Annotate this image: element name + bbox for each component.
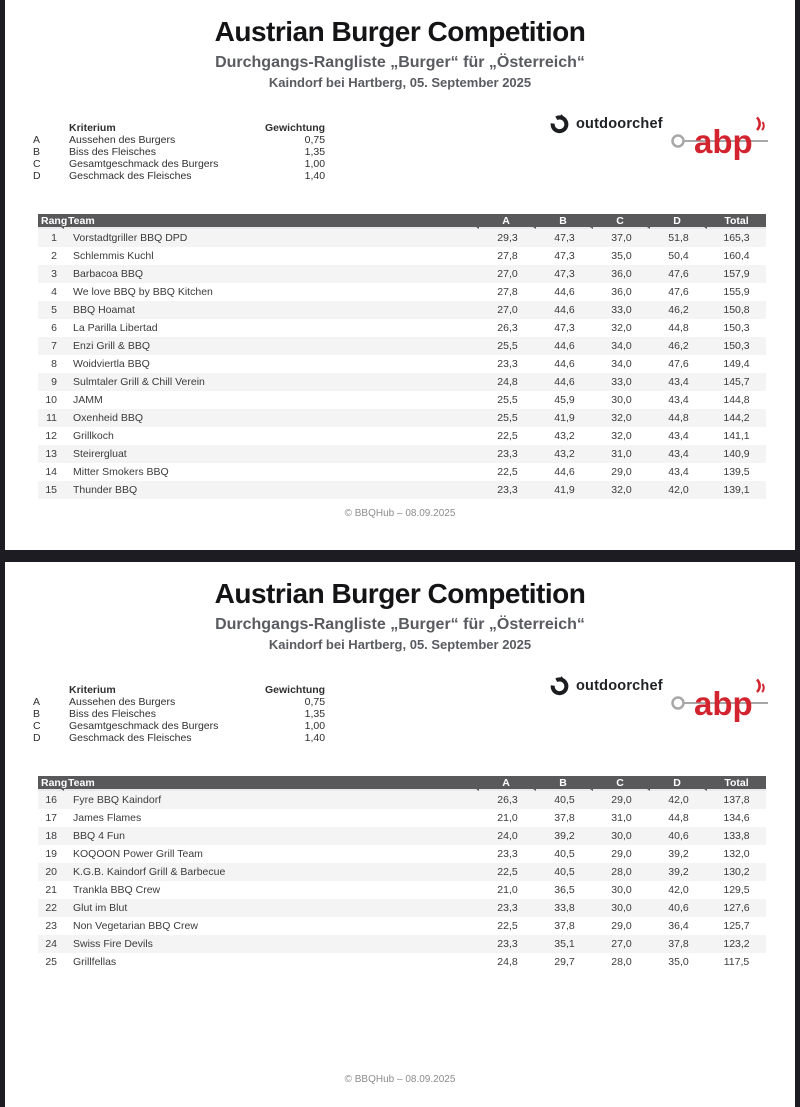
cell: 130,2 bbox=[707, 863, 766, 881]
cell: 23,3 bbox=[479, 445, 536, 463]
criteria-row bbox=[33, 134, 325, 146]
cell: 11 bbox=[38, 409, 64, 427]
cell: 17 bbox=[45, 812, 57, 824]
ranking-row bbox=[38, 265, 766, 283]
cell: 47,3 bbox=[554, 250, 575, 262]
cell: 43,2 bbox=[554, 430, 575, 442]
cell: 46,2 bbox=[650, 301, 707, 319]
cell: 125,7 bbox=[723, 920, 750, 932]
cell: 160,4 bbox=[723, 250, 750, 262]
cell: 5 bbox=[38, 301, 64, 319]
cell: 21 bbox=[45, 884, 57, 896]
cell: 0,75 bbox=[304, 696, 326, 708]
cell: 32,0 bbox=[593, 481, 650, 499]
cell: 23,3 bbox=[479, 481, 536, 499]
cell: 37,8 bbox=[554, 920, 575, 932]
cell: 41,9 bbox=[536, 409, 593, 427]
cell: 1,00 bbox=[304, 158, 326, 170]
cell: 133,8 bbox=[707, 827, 766, 845]
cell: 29,0 bbox=[611, 466, 632, 478]
outdoorchef-logo bbox=[549, 675, 663, 696]
cell: 10 bbox=[45, 394, 57, 406]
cell: 30,0 bbox=[611, 884, 632, 896]
column-header bbox=[33, 122, 69, 134]
cell: 36,5 bbox=[554, 884, 575, 896]
column-header bbox=[33, 684, 69, 696]
cell: 50,4 bbox=[668, 250, 689, 262]
cell: 141,1 bbox=[723, 430, 750, 442]
cell: Gesamtgeschmack des Burgers bbox=[69, 158, 219, 170]
criteria-row bbox=[33, 720, 325, 732]
cell: 28,0 bbox=[611, 956, 632, 968]
cell: 29,7 bbox=[554, 956, 575, 968]
cell: 39,2 bbox=[668, 848, 689, 860]
abp-logo bbox=[669, 678, 771, 724]
cell: 134,6 bbox=[723, 812, 750, 824]
cell: Grillkoch bbox=[73, 430, 114, 442]
cell: Woidviertla BBQ bbox=[73, 358, 150, 370]
column-header: A bbox=[479, 214, 536, 229]
cell: A bbox=[33, 134, 41, 146]
cell: 4 bbox=[51, 286, 57, 298]
cell: 9 bbox=[38, 373, 64, 391]
cell: La Parilla Libertad bbox=[73, 322, 158, 334]
cell: 43,4 bbox=[668, 466, 689, 478]
cell: 42,0 bbox=[650, 791, 707, 809]
document-page-2 bbox=[5, 562, 795, 1107]
criteria-row bbox=[33, 158, 325, 170]
ranking-header-row bbox=[38, 214, 766, 229]
cell: 44,6 bbox=[536, 337, 593, 355]
ranking-row bbox=[38, 373, 766, 391]
abp-wordmark: abp bbox=[694, 685, 753, 722]
cell: 36,4 bbox=[668, 920, 689, 932]
column-header: D bbox=[650, 776, 707, 791]
event-dateline: Kaindorf bei Hartberg, 05. September 2025 bbox=[268, 637, 532, 652]
cell: 23 bbox=[45, 920, 57, 932]
cell: 123,2 bbox=[707, 935, 766, 953]
criteria-row bbox=[33, 696, 325, 708]
cell: 150,3 bbox=[723, 322, 750, 334]
ranking-row bbox=[38, 845, 766, 863]
page-title: Austrian Burger Competition bbox=[214, 16, 586, 47]
cell: 117,5 bbox=[723, 956, 750, 968]
cell: 43,4 bbox=[650, 373, 707, 391]
cell: 40,6 bbox=[650, 827, 707, 845]
cell: Enzi Grill & BBQ bbox=[64, 337, 479, 355]
cell: 34,0 bbox=[611, 358, 632, 370]
cell: 51,8 bbox=[650, 229, 707, 247]
criteria-row bbox=[33, 708, 325, 720]
cell: 37,8 bbox=[554, 812, 575, 824]
criteria-row bbox=[33, 732, 325, 744]
cell: 25 bbox=[45, 956, 57, 968]
cell: 43,4 bbox=[668, 394, 689, 406]
sponsor-logos bbox=[549, 666, 771, 728]
cell: C bbox=[33, 158, 41, 170]
criteria-row bbox=[33, 170, 325, 182]
criteria-table bbox=[33, 684, 325, 744]
column-header: B bbox=[536, 776, 593, 791]
cell: 7 bbox=[38, 337, 64, 355]
ranking-row bbox=[38, 953, 766, 971]
cell: 24,8 bbox=[479, 373, 536, 391]
cell: 33,0 bbox=[593, 301, 650, 319]
cell: 35,1 bbox=[536, 935, 593, 953]
cell: 139,5 bbox=[723, 466, 750, 478]
cell: 44,8 bbox=[668, 812, 689, 824]
cell: 8 bbox=[51, 358, 57, 370]
cell: B bbox=[33, 708, 41, 720]
cell: 1 bbox=[38, 229, 64, 247]
column-header: Total bbox=[707, 776, 766, 791]
cell: 29,0 bbox=[593, 791, 650, 809]
cell: 45,9 bbox=[554, 394, 575, 406]
cell: 1,40 bbox=[304, 732, 326, 744]
cell: Gesamtgeschmack des Burgers bbox=[69, 720, 219, 732]
cell: 30,0 bbox=[611, 394, 632, 406]
ranking-row bbox=[38, 481, 766, 499]
cell: D bbox=[33, 170, 41, 182]
cell: 47,6 bbox=[650, 265, 707, 283]
cell: 43,2 bbox=[536, 445, 593, 463]
ranking-row bbox=[38, 863, 766, 881]
cell: 32,0 bbox=[593, 409, 650, 427]
cell: BBQ 4 Fun bbox=[64, 827, 479, 845]
cell: 39,2 bbox=[650, 863, 707, 881]
column-header: C bbox=[593, 214, 650, 229]
cell: 140,9 bbox=[707, 445, 766, 463]
cell: 145,7 bbox=[707, 373, 766, 391]
ranking-row bbox=[38, 463, 766, 481]
ranking-row bbox=[38, 301, 766, 319]
cell: 27,8 bbox=[497, 286, 518, 298]
cell: 32,0 bbox=[611, 430, 632, 442]
cell: 40,5 bbox=[554, 848, 575, 860]
column-header: B bbox=[536, 214, 593, 229]
cell: 34,0 bbox=[593, 337, 650, 355]
cell: 1,40 bbox=[304, 170, 326, 182]
flame-icon bbox=[757, 118, 760, 131]
cell: Biss des Fleisches bbox=[69, 146, 156, 158]
cell: 127,6 bbox=[707, 899, 766, 917]
cell: 44,8 bbox=[650, 409, 707, 427]
cell: 46,2 bbox=[650, 337, 707, 355]
cell: Aussehen des Burgers bbox=[69, 696, 176, 708]
cell: 47,6 bbox=[668, 286, 689, 298]
cell: 43,4 bbox=[650, 445, 707, 463]
event-dateline: Kaindorf bei Hartberg, 05. September 2025 bbox=[268, 75, 532, 90]
cell: Barbacoa BBQ bbox=[64, 265, 479, 283]
page-subtitle: Durchgangs-Rangliste „Burger“ für „Österreich“ bbox=[215, 54, 585, 71]
cell: D bbox=[33, 732, 41, 744]
cell: 132,0 bbox=[723, 848, 750, 860]
abp-logo bbox=[669, 116, 771, 162]
cell: 39,2 bbox=[536, 827, 593, 845]
cell: Non Vegetarian BBQ Crew bbox=[73, 920, 198, 932]
criteria-header-row bbox=[33, 122, 325, 134]
cell: 44,6 bbox=[536, 301, 593, 319]
cell: 37,8 bbox=[650, 935, 707, 953]
cell: 35,0 bbox=[611, 250, 632, 262]
cell: 27,8 bbox=[497, 250, 518, 262]
outdoorchef-wordmark: outdoorchef bbox=[576, 677, 663, 694]
cell: 20 bbox=[38, 863, 64, 881]
cell: A bbox=[33, 696, 41, 708]
cell: 150,3 bbox=[707, 337, 766, 355]
cell: 27,0 bbox=[479, 301, 536, 319]
cell: Geschmack des Fleisches bbox=[69, 732, 192, 744]
criteria-table bbox=[33, 122, 325, 182]
cell: 1,35 bbox=[304, 708, 326, 720]
cell: 44,6 bbox=[554, 466, 575, 478]
cell: 29,0 bbox=[611, 920, 632, 932]
cell: 22,5 bbox=[497, 430, 518, 442]
cell: 139,1 bbox=[707, 481, 766, 499]
cell: C bbox=[33, 720, 41, 732]
cell: Oxenheid BBQ bbox=[64, 409, 479, 427]
cell: 149,4 bbox=[723, 358, 750, 370]
ranking-row bbox=[38, 917, 766, 935]
cell: 165,3 bbox=[707, 229, 766, 247]
cell: 25,5 bbox=[479, 337, 536, 355]
cell: 28,0 bbox=[593, 863, 650, 881]
cell: 29,3 bbox=[479, 229, 536, 247]
cell: BBQ Hoamat bbox=[64, 301, 479, 319]
cell: 24,8 bbox=[497, 956, 518, 968]
column-header: Team bbox=[64, 214, 479, 229]
cell: 33,8 bbox=[536, 899, 593, 917]
column-header: Kriterium bbox=[69, 122, 116, 134]
cell: JAMM bbox=[73, 394, 103, 406]
cell: 30,0 bbox=[593, 827, 650, 845]
cell: Biss des Fleisches bbox=[69, 708, 156, 720]
cell: 14 bbox=[45, 466, 57, 478]
ranking-row bbox=[38, 827, 766, 845]
page-title: Austrian Burger Competition bbox=[214, 578, 586, 609]
sponsor-logos bbox=[549, 104, 771, 166]
cell: 40,5 bbox=[536, 863, 593, 881]
cell: Trankla BBQ Crew bbox=[73, 884, 161, 896]
column-header: Gewichtung bbox=[265, 684, 326, 696]
cell: 23,3 bbox=[497, 848, 518, 860]
cell: Geschmack des Fleisches bbox=[69, 170, 192, 182]
cell: 29,0 bbox=[611, 848, 632, 860]
cell: Glut im Blut bbox=[64, 899, 479, 917]
cell: 22,5 bbox=[479, 863, 536, 881]
cell: 144,2 bbox=[707, 409, 766, 427]
outdoorchef-ring-icon bbox=[549, 675, 570, 696]
cell: 32,0 bbox=[611, 322, 632, 334]
criteria-header-row bbox=[33, 684, 325, 696]
cell: 44,6 bbox=[554, 358, 575, 370]
column-header: Kriterium bbox=[69, 684, 116, 696]
cell: 42,0 bbox=[650, 481, 707, 499]
cell: 155,9 bbox=[723, 286, 750, 298]
cell: K.G.B. Kaindorf Grill & Barbecue bbox=[64, 863, 479, 881]
column-header: Rang bbox=[38, 214, 64, 229]
cell: Vorstadtgriller BBQ DPD bbox=[64, 229, 479, 247]
cell: 35,0 bbox=[668, 956, 689, 968]
cell: 2 bbox=[51, 250, 57, 262]
cell: 157,9 bbox=[707, 265, 766, 283]
outdoorchef-wordmark: outdoorchef bbox=[576, 115, 663, 132]
column-header: Rang bbox=[38, 776, 64, 791]
cell: 42,0 bbox=[668, 884, 689, 896]
cell: 21,0 bbox=[497, 884, 518, 896]
cell: 47,3 bbox=[536, 265, 593, 283]
ranking-row bbox=[38, 337, 766, 355]
ranking-header-row bbox=[38, 776, 766, 791]
page-footer: © BBQHub – 08.09.2025 bbox=[344, 508, 456, 519]
cell: 150,8 bbox=[707, 301, 766, 319]
ranking-row bbox=[38, 283, 766, 301]
cell: 31,0 bbox=[593, 445, 650, 463]
ranking-row bbox=[38, 809, 766, 827]
cell: 43,4 bbox=[668, 430, 689, 442]
cell: 6 bbox=[51, 322, 57, 334]
column-header: C bbox=[593, 776, 650, 791]
flame-icon bbox=[757, 680, 760, 693]
cell: 129,5 bbox=[723, 884, 750, 896]
cell: Sulmtaler Grill & Chill Verein bbox=[64, 373, 479, 391]
column-header: A bbox=[479, 776, 536, 791]
document-page-1 bbox=[5, 0, 795, 550]
cell: 27,0 bbox=[593, 935, 650, 953]
cell: 19 bbox=[45, 848, 57, 860]
cell: 1,00 bbox=[304, 720, 326, 732]
cell: Swiss Fire Devils bbox=[64, 935, 479, 953]
ranking-row bbox=[38, 935, 766, 953]
cell: 36,0 bbox=[611, 286, 632, 298]
column-header: D bbox=[650, 214, 707, 229]
cell: 1,35 bbox=[304, 146, 326, 158]
cell: 16 bbox=[38, 791, 64, 809]
cell: 18 bbox=[38, 827, 64, 845]
cell: 47,6 bbox=[668, 358, 689, 370]
cell: 0,75 bbox=[304, 134, 326, 146]
cell: 40,5 bbox=[536, 791, 593, 809]
cell: KOQOON Power Grill Team bbox=[73, 848, 203, 860]
cell: 37,0 bbox=[593, 229, 650, 247]
cell: 22,5 bbox=[497, 920, 518, 932]
outdoorchef-ring-icon bbox=[549, 113, 570, 134]
cell: 22 bbox=[38, 899, 64, 917]
cell: 41,9 bbox=[536, 481, 593, 499]
cell: 47,3 bbox=[536, 229, 593, 247]
ranking-row bbox=[38, 791, 766, 809]
cell: 47,3 bbox=[554, 322, 575, 334]
ranking-row bbox=[38, 355, 766, 373]
cell: 12 bbox=[45, 430, 57, 442]
cell: 13 bbox=[38, 445, 64, 463]
cell: 15 bbox=[38, 481, 64, 499]
ranking-row bbox=[38, 409, 766, 427]
cell: 30,0 bbox=[593, 899, 650, 917]
cell: 24,0 bbox=[479, 827, 536, 845]
cell: 25,5 bbox=[497, 394, 518, 406]
cell: 44,8 bbox=[668, 322, 689, 334]
outdoorchef-logo bbox=[549, 113, 663, 134]
ranking-row bbox=[38, 881, 766, 899]
document-header bbox=[5, 562, 795, 652]
criteria-row bbox=[33, 146, 325, 158]
cell: 44,6 bbox=[536, 373, 593, 391]
cell: B bbox=[33, 146, 41, 158]
ranking-table bbox=[38, 214, 766, 499]
cell: Fyre BBQ Kaindorf bbox=[64, 791, 479, 809]
cell: 23,3 bbox=[479, 935, 536, 953]
cell: 3 bbox=[38, 265, 64, 283]
cell: 23,3 bbox=[479, 899, 536, 917]
cell: Mitter Smokers BBQ bbox=[73, 466, 169, 478]
cell: 36,0 bbox=[593, 265, 650, 283]
ranking-row bbox=[38, 427, 766, 445]
page-footer: © BBQHub – 08.09.2025 bbox=[344, 1074, 456, 1085]
ranking-row bbox=[38, 445, 766, 463]
ranking-row bbox=[38, 391, 766, 409]
ranking-row bbox=[38, 319, 766, 337]
cell: 137,8 bbox=[707, 791, 766, 809]
cell: 25,5 bbox=[479, 409, 536, 427]
cell: 26,3 bbox=[497, 322, 518, 334]
column-header: Team bbox=[64, 776, 479, 791]
cell: 26,3 bbox=[479, 791, 536, 809]
abp-wordmark: abp bbox=[694, 123, 753, 160]
ranking-row bbox=[38, 247, 766, 265]
ranking-row bbox=[38, 899, 766, 917]
cell: 33,0 bbox=[593, 373, 650, 391]
cell: 40,6 bbox=[650, 899, 707, 917]
cell: Steirergluat bbox=[64, 445, 479, 463]
cell: 31,0 bbox=[611, 812, 632, 824]
cell: James Flames bbox=[73, 812, 142, 824]
cell: 27,0 bbox=[479, 265, 536, 283]
cell: 21,0 bbox=[497, 812, 518, 824]
cell: Thunder BBQ bbox=[64, 481, 479, 499]
cell: Grillfellas bbox=[73, 956, 117, 968]
cell: Aussehen des Burgers bbox=[69, 134, 176, 146]
cell: 23,3 bbox=[497, 358, 518, 370]
column-header: Total bbox=[707, 214, 766, 229]
cell: We love BBQ by BBQ Kitchen bbox=[73, 286, 213, 298]
cell: Schlemmis Kuchl bbox=[73, 250, 154, 262]
cell: 144,8 bbox=[723, 394, 750, 406]
cell: 24 bbox=[38, 935, 64, 953]
page-separator bbox=[5, 550, 795, 562]
ranking-row bbox=[38, 229, 766, 247]
document-header bbox=[5, 0, 795, 90]
cell: 22,5 bbox=[497, 466, 518, 478]
column-header: Gewichtung bbox=[265, 122, 326, 134]
ranking-table bbox=[38, 776, 766, 971]
cell: 44,6 bbox=[554, 286, 575, 298]
page-subtitle: Durchgangs-Rangliste „Burger“ für „Österreich“ bbox=[215, 616, 585, 633]
